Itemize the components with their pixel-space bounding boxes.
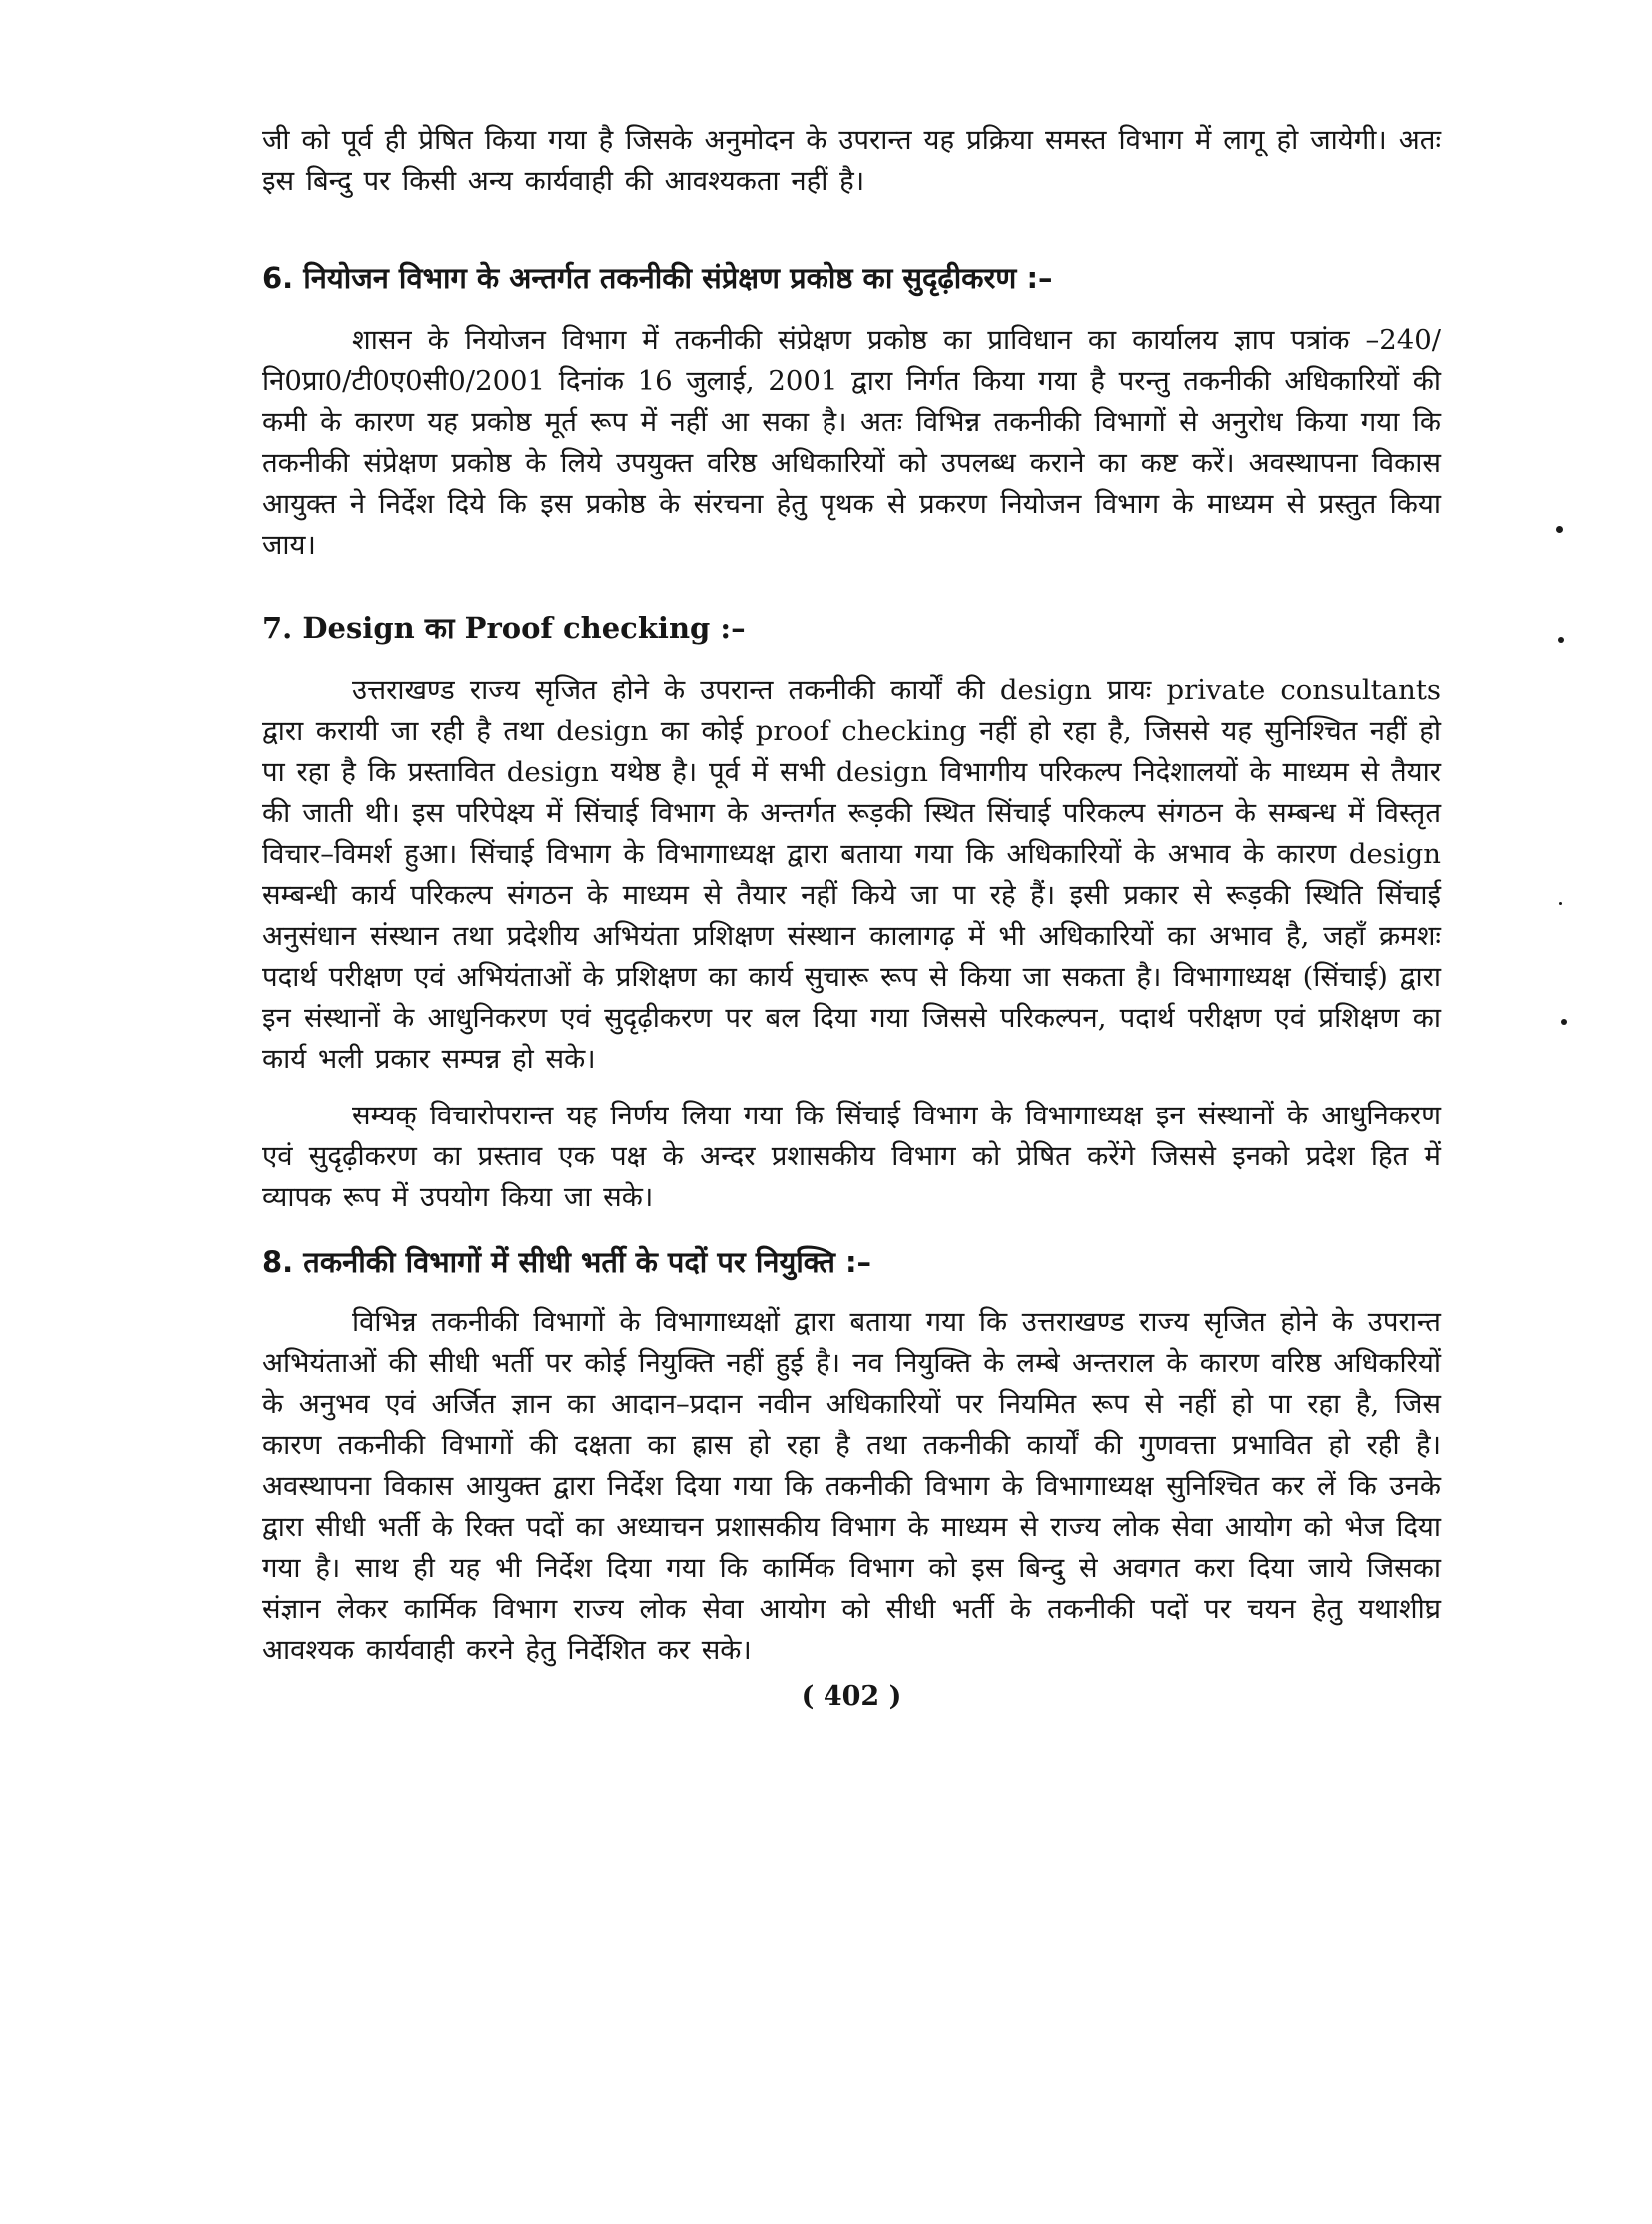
- section-6-paragraph: शासन के नियोजन विभाग में तकनीकी संप्रेक्षण प्रकोष्ठ का प्राविधान का कार्यालय ज्ञाप पत्रांक –240/नि0प्रा0/टी0ए0सी0/2001 दिनांक 16 जुलाई, 2001 द्वारा निर्गत किया गया है परन्तु तकनीकी अधिकारियों की कमी के कारण यह प्रकोष्ठ मूर्त रूप में नहीं आ सका है। अतः विभिन्न तकनीकी विभागों से अनुरोध किया गया कि तकनीकी संप्रेक्षण प्रकोष्ठ के लिये उपयुक्त वरिष्ठ अधिकारियों को उपलब्ध कराने का कष्ट करें। अवस्थापना विकास आयुक्त ने निर्देश दिये कि इस प्रकोष्ठ के संरचना हेतु पृथक से प्रकरण नियोजन विभाग के माध्यम से प्रस्तुत किया जाय।: [262, 324, 1441, 561]
- scan-speck: [1558, 637, 1564, 643]
- section-8-heading: 8. तकनीकी विभागों में सीधी भर्ती के पदों पर नियुक्ति :–: [262, 1245, 872, 1279]
- scan-speck: [1559, 902, 1562, 905]
- document-page: [262, 120, 1441, 1712]
- intro-paragraph: जी को पूर्व ही प्रेषित किया गया है जिसके अनुमोदन के उपरान्त यह प्रक्रिया समस्त विभाग में लागू हो जायेगी। अतः इस बिन्दु पर किसी अन्य कार्यवाही की आवश्यकता नहीं है।: [262, 124, 1441, 197]
- section-7-paragraph-1: उत्तराखण्ड राज्य सृजित होने के उपरान्त तकनीकी कार्यों की design प्रायः private consultants द्वारा करायी जा रही है तथा design का कोई proof checking नहीं हो रहा है, जिससे यह सुनिश्चित नहीं हो पा रहा है कि प्रस्तावित design यथेष्ठ है। पूर्व में सभी design विभागीय परिकल्प निदेशालयों के माध्यम से तैयार की जाती थी। इस परिपेक्ष्य में सिंचाई विभाग के अन्तर्गत रूड़की स्थित सिंचाई परिकल्प संगठन के सम्बन्ध में विस्तृत विचार–विमर्श हुआ। सिंचाई विभाग के विभागाध्यक्ष द्वारा बताया गया कि अधिकारियों के अभाव के कारण design सम्बन्धी कार्य परिकल्प संगठन के माध्यम से तैयार नहीं किये जा पा रहे हैं। इसी प्रकार से रूड़की स्थिति सिंचाई अनुसंधान संस्थान तथा प्रदेशीय अभियंता प्रशिक्षण संस्थान कालागढ़ में भी अधिकारियों का अभाव है, जहाँ क्रमशः पदार्थ परीक्षण एवं अभियंताओं के प्रशिक्षण का कार्य सुचारू रूप से किया जा सकता है। विभागाध्यक्ष (सिंचाई) द्वारा इन संस्थानों के आधुनिकरण एवं सुदृढ़ीकरण पर बल दिया गया जिससे परिकल्पन, पदार्थ परीक्षण एवं प्रशिक्षण का कार्य भली प्रकार सम्पन्न हो सके।: [262, 674, 1441, 1075]
- section-6-heading: 6. नियोजन विभाग के अन्तर्गत तकनीकी संप्रेक्षण प्रकोष्ठ का सुदृढ़ीकरण :–: [262, 261, 1053, 295]
- scan-speck: [1556, 526, 1563, 533]
- scan-speck: [1561, 1019, 1567, 1025]
- section-8-paragraph: विभिन्न तकनीकी विभागों के विभागाध्यक्षों द्वारा बताया गया कि उत्तराखण्ड राज्य सृजित होने के उपरान्त अभियंताओं की सीधी भर्ती पर कोई नियुक्ति नहीं हुई है। नव नियुक्ति के लम्बे अन्तराल के कारण वरिष्ठ अधिकरियों के अनुभव एवं अर्जित ज्ञान का आदान–प्रदान नवीन अधिकारियों पर नियमित रूप से नहीं हो पा रहा है, जिस कारण तकनीकी विभागों की दक्षता का ह्रास हो रहा है तथा तकनीकी कार्यों की गुणवत्ता प्रभावित हो रही है। अवस्थापना विकास आयुक्त द्वारा निर्देश दिया गया कि तकनीकी विभाग के विभागाध्यक्ष सुनिश्चित कर लें कि उनके द्वारा सीधी भर्ती के रिक्त पदों का अध्याचन प्रशासकीय विभाग के माध्यम से राज्य लोक सेवा आयोग को भेज दिया गया है। साथ ही यह भी निर्देश दिया गया कि कार्मिक विभाग को इस बिन्दु से अवगत करा दिया जाये जिसका संज्ञान लेकर कार्मिक विभाग राज्य लोक सेवा आयोग को सीधी भर्ती के तकनीकी पदों पर चयन हेतु यथाशीघ्र आवश्यक कार्यवाही करने हेतु निर्देशित कर सके।: [262, 1306, 1441, 1666]
- page-number: ( 402 ): [801, 1681, 902, 1712]
- section-7-heading: 7. Design का Proof checking :–: [262, 611, 746, 645]
- section-7-paragraph-2: सम्यक् विचारोपरान्त यह निर्णय लिया गया कि सिंचाई विभाग के विभागाध्यक्ष इन संस्थानों के आधुनिकरण एवं सुदृढ़ीकरण का प्रस्ताव एक पक्ष के अन्दर प्रशासकीय विभाग को प्रेषित करेंगे जिससे इनको प्रदेश हित में व्यापक रूप में उपयोग किया जा सके।: [262, 1100, 1441, 1213]
